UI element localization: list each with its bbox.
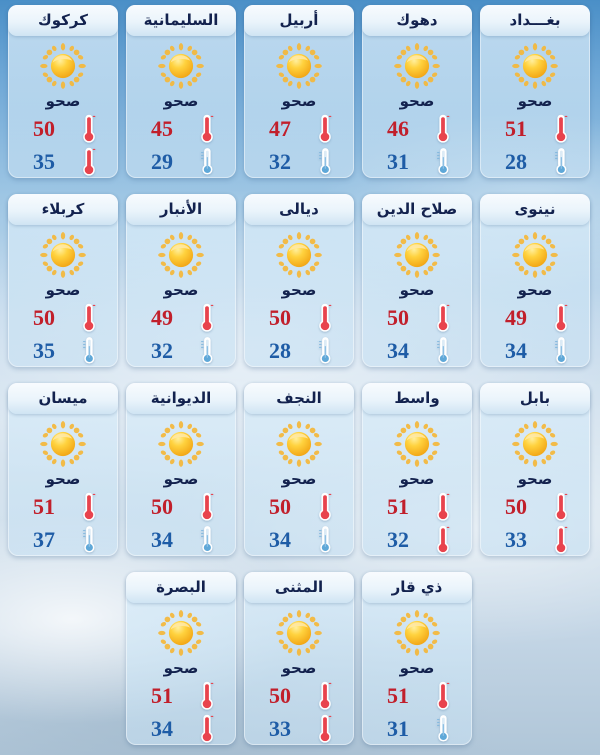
- high-temperature: 49: [505, 304, 527, 330]
- thermometer-blue-icon: [552, 147, 570, 176]
- high-temp-row: [480, 492, 590, 521]
- sun-icon: [156, 608, 206, 658]
- card-body: [362, 225, 472, 365]
- high-temperature: 46: [387, 115, 409, 141]
- thermometer-blue-icon: [434, 714, 452, 743]
- high-temperature: 45: [151, 115, 173, 141]
- city-name-header: [480, 383, 590, 414]
- high-temp-row: [244, 114, 354, 143]
- sun-icon: [392, 419, 442, 469]
- thermometer-high-icon: [552, 114, 570, 143]
- high-temperature: 50: [387, 304, 409, 330]
- thermometer-blue-icon: [316, 147, 334, 176]
- city-name: ميسان: [38, 389, 88, 407]
- low-temperature: 33: [269, 715, 291, 741]
- card-body: [480, 36, 590, 176]
- weather-card: [8, 194, 118, 367]
- sun-icon: [510, 230, 560, 280]
- weather-card: [126, 383, 236, 556]
- city-name-header: [480, 5, 590, 36]
- high-temperature: 50: [33, 115, 55, 141]
- condition-label: صحو: [163, 659, 199, 677]
- thermometer-high-icon: [198, 303, 216, 332]
- low-temperature: 34: [151, 526, 173, 552]
- low-temp-row: [126, 525, 236, 554]
- thermometer-red-icon: [316, 714, 334, 743]
- thermometer-high-icon: [434, 681, 452, 710]
- thermometer-high-icon: [552, 492, 570, 521]
- thermometer-high-icon: [316, 303, 334, 332]
- thermometer-blue-icon: [198, 147, 216, 176]
- card-body: [480, 225, 590, 365]
- low-temperature: 32: [387, 526, 409, 552]
- high-temperature: 51: [387, 493, 409, 519]
- low-temp-row: [244, 336, 354, 365]
- low-temperature: 29: [151, 148, 173, 174]
- weather-card: [244, 383, 354, 556]
- low-temp-row: [362, 336, 472, 365]
- city-name-header: [362, 383, 472, 414]
- thermometer-high-icon: [316, 114, 334, 143]
- card-body: [244, 603, 354, 743]
- condition-label: صحو: [163, 92, 199, 110]
- high-temp-row: [126, 114, 236, 143]
- card-body: [8, 414, 118, 554]
- weather-card: [362, 194, 472, 367]
- card-body: [244, 414, 354, 554]
- low-temp-row: [244, 714, 354, 743]
- low-temp-row: [8, 336, 118, 365]
- city-name: المثنى: [274, 578, 324, 596]
- sun-icon: [392, 608, 442, 658]
- city-name-header: [362, 194, 472, 225]
- low-temp-row: [126, 147, 236, 176]
- condition-label: صحو: [517, 281, 553, 299]
- thermometer-red-icon: [434, 525, 452, 554]
- thermometer-blue-icon: [80, 336, 98, 365]
- low-temperature: 28: [505, 148, 527, 174]
- thermometer-blue-icon: [198, 336, 216, 365]
- high-temperature: 51: [505, 115, 527, 141]
- thermometer-blue-icon: [434, 336, 452, 365]
- city-name: واسط: [394, 389, 440, 407]
- weather-card: [126, 572, 236, 745]
- high-temp-row: [480, 114, 590, 143]
- forecast-grid: [8, 5, 590, 745]
- thermometer-high-icon: [434, 114, 452, 143]
- card-body: [480, 414, 590, 554]
- condition-label: صحو: [399, 281, 435, 299]
- high-temp-row: [126, 681, 236, 710]
- city-name: دهوك: [396, 11, 438, 29]
- sun-icon: [156, 41, 206, 91]
- low-temp-row: [126, 714, 236, 743]
- high-temp-row: [8, 492, 118, 521]
- condition-label: صحو: [517, 92, 553, 110]
- low-temp-row: [8, 147, 118, 176]
- high-temperature: 51: [387, 682, 409, 708]
- high-temperature: 51: [151, 682, 173, 708]
- weather-card: [480, 383, 590, 556]
- weather-card: [126, 5, 236, 178]
- low-temperature: 34: [505, 337, 527, 363]
- high-temp-row: [480, 303, 590, 332]
- condition-label: صحو: [45, 92, 81, 110]
- high-temperature: 50: [151, 493, 173, 519]
- low-temperature: 32: [151, 337, 173, 363]
- sun-icon: [38, 419, 88, 469]
- card-body: [8, 36, 118, 176]
- city-name: صلاح الدين: [376, 200, 458, 218]
- thermometer-blue-icon: [552, 336, 570, 365]
- thermometer-blue-icon: [316, 336, 334, 365]
- low-temperature: 31: [387, 148, 409, 174]
- city-name: ديالى: [279, 200, 319, 218]
- low-temperature: 34: [387, 337, 409, 363]
- thermometer-high-icon: [198, 492, 216, 521]
- card-body: [362, 36, 472, 176]
- low-temp-row: [480, 525, 590, 554]
- condition-label: صحو: [45, 470, 81, 488]
- condition-label: صحو: [399, 659, 435, 677]
- city-name-header: [362, 572, 472, 603]
- low-temperature: 28: [269, 337, 291, 363]
- card-body: [126, 225, 236, 365]
- weather-card: [8, 383, 118, 556]
- card-body: [126, 36, 236, 176]
- high-temp-row: [362, 303, 472, 332]
- city-name: كربلاء: [41, 200, 85, 218]
- sun-icon: [392, 230, 442, 280]
- city-name-header: [8, 383, 118, 414]
- city-name: ذي قار: [391, 578, 443, 596]
- low-temp-row: [244, 147, 354, 176]
- card-body: [126, 603, 236, 743]
- sun-icon: [38, 230, 88, 280]
- weather-card: [244, 572, 354, 745]
- thermometer-high-icon: [80, 303, 98, 332]
- city-name: كركوك: [38, 11, 88, 29]
- thermometer-blue-icon: [316, 525, 334, 554]
- low-temperature: 34: [269, 526, 291, 552]
- high-temperature: 50: [269, 493, 291, 519]
- city-name-header: [126, 572, 236, 603]
- high-temp-row: [362, 681, 472, 710]
- thermometer-blue-icon: [80, 525, 98, 554]
- thermometer-high-icon: [434, 303, 452, 332]
- low-temp-row: [480, 336, 590, 365]
- thermometer-high-icon: [316, 681, 334, 710]
- high-temperature: 49: [151, 304, 173, 330]
- city-name-header: [244, 572, 354, 603]
- low-temperature: 31: [387, 715, 409, 741]
- condition-label: صحو: [517, 470, 553, 488]
- weather-card: [362, 572, 472, 745]
- weather-card: [126, 194, 236, 367]
- city-name: بابل: [519, 389, 551, 407]
- weather-card: [480, 194, 590, 367]
- city-name: البصرة: [156, 578, 206, 596]
- high-temp-row: [362, 114, 472, 143]
- weather-card: [362, 5, 472, 178]
- weather-card: [244, 5, 354, 178]
- high-temp-row: [8, 114, 118, 143]
- city-name-header: [480, 194, 590, 225]
- city-name-header: [126, 383, 236, 414]
- city-name: أربيل: [279, 11, 319, 29]
- condition-label: صحو: [399, 470, 435, 488]
- card-body: [362, 414, 472, 554]
- sun-icon: [274, 419, 324, 469]
- card-body: [362, 603, 472, 743]
- high-temp-row: [126, 303, 236, 332]
- city-name: الديوانية: [150, 389, 212, 407]
- condition-label: صحو: [45, 281, 81, 299]
- low-temp-row: [126, 336, 236, 365]
- thermometer-high-icon: [80, 492, 98, 521]
- sun-icon: [510, 419, 560, 469]
- low-temp-row: [362, 147, 472, 176]
- city-name-header: [244, 194, 354, 225]
- low-temp-row: [480, 147, 590, 176]
- low-temperature: 35: [33, 148, 55, 174]
- low-temperature: 34: [151, 715, 173, 741]
- city-name-header: [126, 194, 236, 225]
- weather-card: [480, 5, 590, 178]
- condition-label: صحو: [281, 281, 317, 299]
- low-temp-row: [362, 525, 472, 554]
- sun-icon: [156, 419, 206, 469]
- high-temperature: 50: [269, 682, 291, 708]
- low-temperature: 32: [269, 148, 291, 174]
- weather-card: [8, 5, 118, 178]
- thermometer-high-icon: [80, 114, 98, 143]
- thermometer-high-icon: [198, 681, 216, 710]
- card-body: [244, 36, 354, 176]
- city-name-header: [8, 5, 118, 36]
- high-temp-row: [8, 303, 118, 332]
- sun-icon: [274, 41, 324, 91]
- thermometer-high-icon: [316, 492, 334, 521]
- thermometer-high-icon: [434, 492, 452, 521]
- thermometer-blue-icon: [198, 525, 216, 554]
- sun-icon: [156, 230, 206, 280]
- sun-icon: [392, 41, 442, 91]
- low-temp-row: [244, 525, 354, 554]
- high-temperature: 50: [505, 493, 527, 519]
- low-temp-row: [8, 525, 118, 554]
- thermometer-red-icon: [552, 525, 570, 554]
- low-temperature: 35: [33, 337, 55, 363]
- city-name-header: [126, 5, 236, 36]
- high-temp-row: [126, 492, 236, 521]
- thermometer-blue-icon: [434, 147, 452, 176]
- low-temp-row: [362, 714, 472, 743]
- sun-icon: [510, 41, 560, 91]
- card-body: [126, 414, 236, 554]
- city-name-header: [8, 194, 118, 225]
- city-name-header: [362, 5, 472, 36]
- condition-label: صحو: [281, 470, 317, 488]
- high-temperature: 50: [33, 304, 55, 330]
- sun-icon: [38, 41, 88, 91]
- condition-label: صحو: [281, 659, 317, 677]
- card-body: [244, 225, 354, 365]
- condition-label: صحو: [281, 92, 317, 110]
- high-temp-row: [244, 492, 354, 521]
- thermometer-high-icon: [198, 114, 216, 143]
- city-name-header: [244, 5, 354, 36]
- weather-card: [362, 383, 472, 556]
- weather-card: [244, 194, 354, 367]
- city-name: النجف: [276, 389, 322, 407]
- card-body: [8, 225, 118, 365]
- high-temperature: 47: [269, 115, 291, 141]
- high-temperature: 50: [269, 304, 291, 330]
- city-name-header: [244, 383, 354, 414]
- sun-icon: [274, 230, 324, 280]
- high-temp-row: [362, 492, 472, 521]
- thermometer-red-icon: [198, 714, 216, 743]
- condition-label: صحو: [399, 92, 435, 110]
- city-name: السليمانية: [143, 11, 219, 29]
- high-temperature: 51: [33, 493, 55, 519]
- thermometer-high-icon: [552, 303, 570, 332]
- sun-icon: [274, 608, 324, 658]
- condition-label: صحو: [163, 470, 199, 488]
- high-temp-row: [244, 681, 354, 710]
- high-temp-row: [244, 303, 354, 332]
- thermometer-red-icon: [80, 147, 98, 176]
- city-name: الأنبار: [159, 200, 203, 218]
- city-name: نينوى: [514, 200, 556, 218]
- city-name: بغـــداد: [509, 11, 561, 29]
- low-temperature: 37: [33, 526, 55, 552]
- low-temperature: 33: [505, 526, 527, 552]
- condition-label: صحو: [163, 281, 199, 299]
